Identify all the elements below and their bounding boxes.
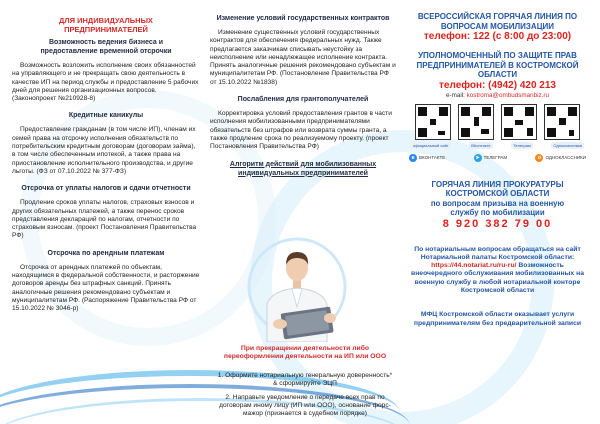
ombudsman-phone[interactable]: телефон: (4942) 420 213	[439, 79, 556, 91]
hotline-phone[interactable]: телефон: 122 (с 8:00 до 23:00)	[423, 31, 572, 42]
social-label: ВКОНТАКТЕ	[419, 155, 446, 160]
telegram-icon: ➤	[475, 154, 480, 161]
email-line	[405, 92, 590, 99]
email-label: e-mail:	[446, 91, 465, 99]
mfc-info: МФЦ Костромской области оказывает услуги предпринимателям без предварительной записи	[413, 311, 582, 327]
qr-code-icon[interactable]	[458, 104, 494, 140]
social-vk[interactable]	[409, 154, 445, 162]
social-label: ТЕЛЕГРАМ	[483, 155, 508, 160]
notary-text: По нотариальным вопросам обращаться на сайт Нотариальной палаты Костромской области:	[414, 245, 581, 261]
section-text: Предоставление гражданам (в том числе ИП), членам их семей права на отсрочку исполнения обязательств по потребительским кредитным договорам (договорам займа), в том числе обеспеченным ипотекой, а также права на приостановление исполнительного производства, и другие льготы. (ФЗ от 07.10.2022 № 377-ФЗ)	[12, 126, 196, 175]
section-heading: Кредитные каникулы	[68, 112, 144, 120]
prosecutor-phone[interactable]: 8 920 382 79 00	[442, 217, 553, 230]
prosecutor-heading: ГОРЯЧАЯ ЛИНИЯ ПРОКУРАТУРЫ КОСТРОМСКОЙ ОБЛАСТИ	[431, 179, 564, 198]
section-heading: Послабления для грантополучателей	[237, 96, 369, 104]
social-telegram[interactable]	[474, 154, 508, 162]
column-individual-entrepreneurs	[12, 0, 200, 314]
step-1: 1. Оформите нотариальную генеральную доверенность* & сформируйте ЭЦП	[217, 371, 393, 387]
ombudsman-heading: УПОЛНОМОЧЕННЫЙ ПО ЗАЩИТЕ ПРАВ ПРЕДПРИНИМАТЕЛЕЙ В КОСТРОМСКОЙ ОБЛАСТИ	[416, 51, 579, 79]
section-text: Продление сроков уплаты налогов, страховых взносов и других обязательных платежей, а также перенос сроков представления деклараций по налогам, отчетности по страховым взносам. (проект Постановления Правительства РФ)	[12, 199, 197, 240]
column-title: ДЛЯ ИНДИВИДУАЛЬНЫХ ПРЕДПРИНИМАТЕЛЕЙ	[59, 16, 153, 34]
column-contracts-grants	[210, 0, 396, 178]
email-link[interactable]: kostroma@ombudsmanbiz.ru	[466, 91, 549, 99]
section-heading: Возможность ведения бизнеса и предоставление временной отсрочки	[40, 39, 172, 55]
qr-captions	[405, 142, 590, 149]
section-text: Отсрочка от арендных платежей по объектам, находящимся в федеральной собственности, и расторжение договоров аренды без штрафных санкций. Принять аналогичные решения рекомендовано субъектам и муниципалитетам РФ. (Распоряжение Правительства РФ от 15.10.2022 № 3046-р)	[12, 263, 200, 313]
businessman-illustration	[222, 232, 372, 342]
section-heading: Изменение условий государственных контрактов	[216, 15, 390, 22]
step-2: 2. Направьте уведомление о передаче всех прав по договорам иному лицу (ИП или ООО), основание форс-мажор (признается в судебном порядке)	[219, 394, 391, 418]
notary-info	[405, 246, 590, 296]
termination-heading: При прекращении деятельности либо переоформлении деятельности на ИП или ООО	[223, 345, 387, 361]
algorithm-steps	[215, 345, 395, 419]
section-heading: Отсрочка по арендным платежам	[47, 249, 165, 257]
notary-text: Возможность внеочередного обслуживания мобилизованных на военную службу в любой нотариальной конторе Костромской области	[411, 262, 584, 294]
qr-code-icon[interactable]	[501, 104, 537, 140]
algorithm-heading: Алгоритм действий для мобилизованных индивидуальных предпринимателей	[229, 160, 377, 177]
qr-code-icon[interactable]	[544, 104, 580, 140]
ok-icon: o	[535, 154, 543, 162]
column-hotlines	[405, 0, 590, 328]
social-label: ОДНОКЛАССНИКИ	[545, 155, 586, 160]
section-text: Изменение существенных условий государственных контрактов для обеспечения федеральных нужд. Также предлагается заказчикам списывать неустойку за неисполнение или ненадлежащее исполнение контракта. Принять аналогичные решения рекомендовано субъектам и муниципалитетам РФ. (Постановление Правительства РФ от 15.10.2022 №1838)	[210, 29, 396, 86]
qr-caption: официальный сайт	[413, 142, 449, 148]
social-ok[interactable]	[535, 154, 586, 162]
vk-icon: в	[409, 154, 417, 162]
qr-caption: Одноклассники	[553, 142, 582, 148]
prosecutor-subtitle: по вопросам призыва на военную службу по мобилизации	[430, 198, 565, 217]
qr-caption: Телеграм	[513, 142, 531, 148]
qr-code-icon[interactable]	[415, 104, 451, 140]
section-text: Корректировка условий предоставления грантов в части исполнения мобилизованными предпринимателями обязательств без штрафов или возврата суммы гранта, а также продление срока по реализуемому проекту. (проект Постановления Правительства РФ)	[210, 110, 392, 151]
social-links	[405, 154, 590, 162]
qr-codes	[405, 104, 590, 140]
section-text: Возможность возложить исполнение своих обязанностей на управляющего и не прекращать свою деятельность в качестве ИП на период службы и предоставление 5 рабочих дней для решения организационных вопросов. (Законопроект №210928-8)	[12, 62, 199, 103]
hotline-heading: ВСЕРОССИЙСКАЯ ГОРЯЧАЯ ЛИНИЯ ПО ВОПРОСАМ МОБИЛИЗАЦИИ	[417, 12, 578, 31]
notary-link[interactable]: https://44.notariat.ru/ru-ru/	[431, 262, 517, 270]
section-heading: Отсрочка от уплаты налогов и сдачи отчетности	[21, 185, 191, 193]
qr-caption: ВКонтакте	[471, 142, 491, 148]
